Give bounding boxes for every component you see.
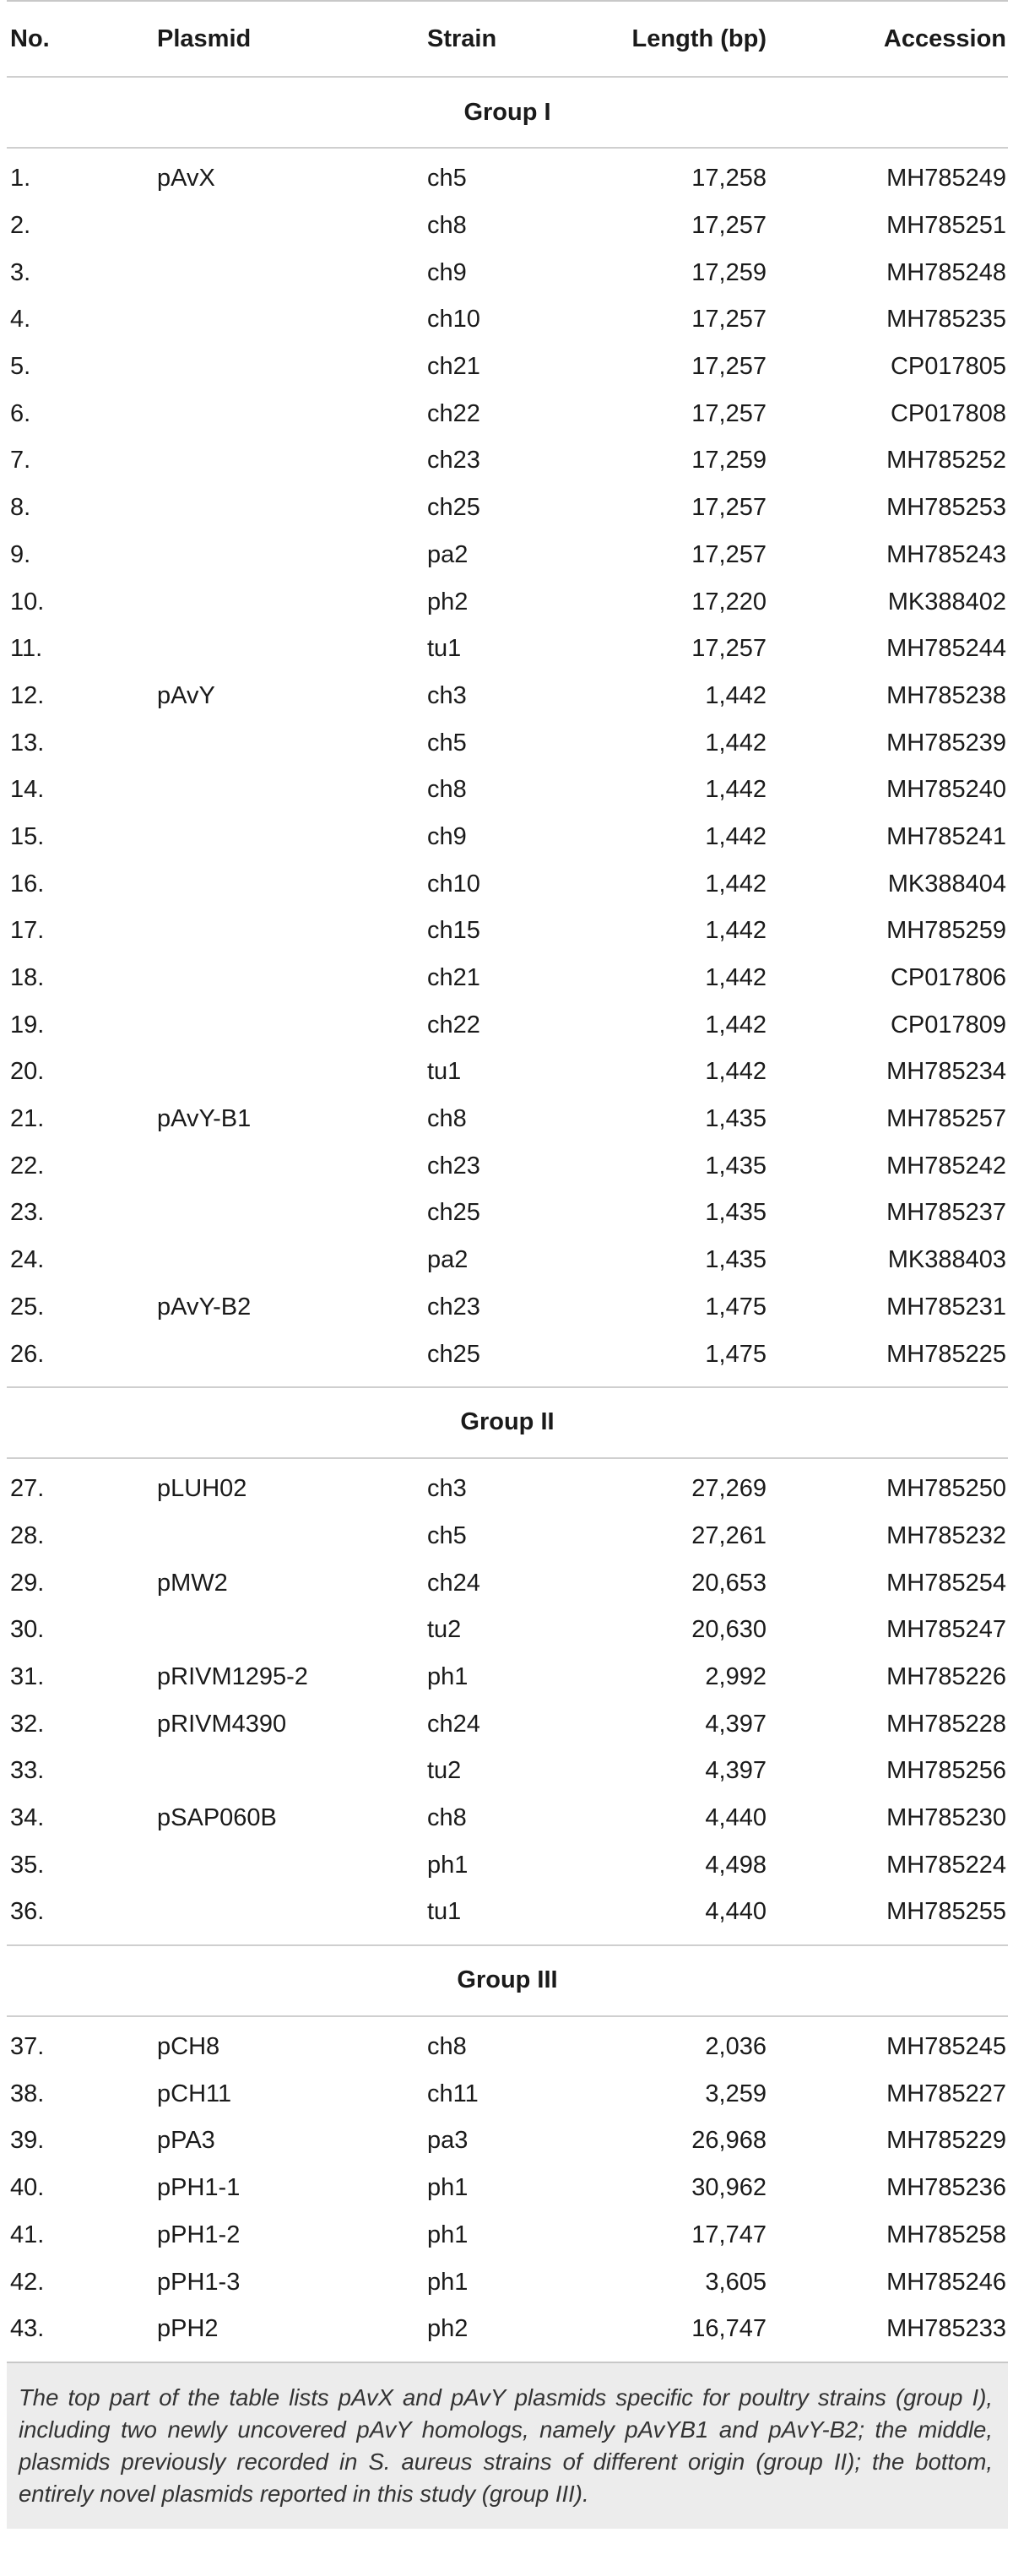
cell-no: 26. [10, 1340, 45, 1368]
cell-accession: MK388402 [887, 588, 1006, 616]
table-row [7, 767, 1008, 814]
cell-accession: MH785248 [886, 258, 1006, 286]
table-row [7, 437, 1008, 485]
cell-accession: MH785249 [886, 165, 1006, 193]
cell-no: 29. [10, 1569, 45, 1597]
cell-length: 1,435 [705, 1152, 767, 1180]
cell-length: 17,257 [691, 399, 767, 427]
table-row [7, 1237, 1008, 1284]
cell-no: 7. [10, 447, 31, 475]
cell-strain: tu1 [427, 1898, 462, 1926]
cell-no: 24. [10, 1246, 45, 1274]
cell-strain: ch5 [427, 1521, 467, 1549]
cell-accession: MH785243 [886, 540, 1006, 568]
table-row [7, 719, 1008, 767]
plasmid-table [7, 0, 1008, 2529]
cell-length: 17,257 [691, 494, 767, 522]
table-row [7, 1748, 1008, 1795]
cell-strain: ph1 [427, 1662, 469, 1690]
cell-length: 17,220 [691, 588, 767, 616]
cell-no: 19. [10, 1011, 45, 1039]
cell-strain: ch5 [427, 165, 467, 193]
cell-accession: MH785256 [886, 1757, 1006, 1785]
cell-accession: MH785234 [886, 1058, 1006, 1086]
table-row [7, 485, 1008, 532]
cell-length: 1,435 [705, 1105, 767, 1133]
cell-accession: MH785237 [886, 1199, 1006, 1227]
table-footnote: The top part of the table lists pAvX and pAvY plasmids specific for poultry strains (group I), including two newly uncovered pAvY homologs, namely pAvYB1 and pAvY-B2; the middle, plasmids previously recorded in S. aureus strains of different origin (group II); the bottom, entirely novel plasmids reported in this study (group III). [7, 2363, 1008, 2529]
cell-strain: ch5 [427, 729, 467, 757]
cell-accession: MH785228 [886, 1710, 1006, 1738]
cell-no: 34. [10, 1804, 45, 1832]
table-row [7, 532, 1008, 579]
cell-accession: MH785232 [886, 1521, 1006, 1549]
cell-accession: MH785233 [886, 2315, 1006, 2343]
cell-length: 27,261 [691, 1521, 767, 1549]
cell-accession: MH785229 [886, 2127, 1006, 2155]
table-row [7, 203, 1008, 250]
cell-strain: ch25 [427, 1199, 480, 1227]
cell-length: 1,442 [705, 1058, 767, 1086]
cell-no: 39. [10, 2127, 45, 2155]
table-header-row [7, 2, 1008, 76]
cell-plasmid: pCH11 [157, 2080, 232, 2107]
cell-accession: MH785255 [886, 1898, 1006, 1926]
cell-strain: ch3 [427, 681, 467, 709]
cell-no: 32. [10, 1710, 45, 1738]
cell-no: 4. [10, 306, 31, 334]
cell-accession: MK388403 [887, 1246, 1006, 1274]
table-row [7, 1559, 1008, 1607]
cell-strain: ch23 [427, 1152, 480, 1180]
cell-length: 20,653 [691, 1569, 767, 1597]
cell-length: 4,440 [705, 1898, 767, 1926]
table-row [7, 1841, 1008, 1889]
table-row [7, 155, 1008, 203]
cell-no: 6. [10, 399, 31, 427]
cell-no: 8. [10, 494, 31, 522]
cell-no: 28. [10, 1521, 45, 1549]
cell-strain: tu1 [427, 1058, 462, 1086]
cell-no: 1. [10, 165, 31, 193]
cell-no: 43. [10, 2315, 45, 2343]
cell-strain: ch25 [427, 1340, 480, 1368]
cell-no: 37. [10, 2033, 45, 2061]
cell-strain: pa2 [427, 1246, 469, 1274]
cell-strain: ch8 [427, 1105, 467, 1133]
table-row [7, 2165, 1008, 2212]
cell-no: 36. [10, 1898, 45, 1926]
cell-no: 18. [10, 964, 45, 992]
cell-accession: MH785235 [886, 306, 1006, 334]
cell-plasmid: pPH1-2 [157, 2221, 241, 2248]
table-row [7, 1513, 1008, 1560]
group-title: Group III [457, 1966, 558, 1994]
cell-accession: MH785251 [886, 212, 1006, 240]
cell-no: 38. [10, 2080, 45, 2107]
cell-plasmid: pRIVM4390 [157, 1710, 287, 1738]
group-rows [7, 2017, 1008, 2362]
cell-strain: ph1 [427, 2268, 469, 2296]
cell-length: 4,397 [705, 1710, 767, 1738]
cell-no: 25. [10, 1293, 45, 1321]
cell-accession: MH785252 [886, 447, 1006, 475]
cell-length: 4,440 [705, 1804, 767, 1832]
cell-no: 42. [10, 2268, 45, 2296]
cell-accession: MH785247 [886, 1616, 1006, 1644]
table-row [7, 1284, 1008, 1331]
cell-length: 1,442 [705, 681, 767, 709]
cell-accession: MH785254 [886, 1569, 1006, 1597]
cell-plasmid: pLUH02 [157, 1475, 247, 1503]
cell-no: 11. [10, 635, 43, 663]
cell-no: 21. [10, 1105, 45, 1133]
cell-accession: MH785225 [886, 1340, 1006, 1368]
group-title: Group II [460, 1408, 555, 1436]
cell-accession: MH785231 [886, 1293, 1006, 1321]
cell-length: 17,258 [691, 165, 767, 193]
cell-no: 16. [10, 870, 45, 898]
cell-length: 4,397 [705, 1757, 767, 1785]
cell-accession: CP017805 [890, 353, 1006, 381]
cell-accession: CP017806 [890, 964, 1006, 992]
cell-plasmid: pAvY [157, 681, 215, 709]
cell-no: 41. [10, 2221, 45, 2248]
cell-length: 1,442 [705, 776, 767, 804]
cell-length: 17,259 [691, 447, 767, 475]
cell-accession: MH785253 [886, 494, 1006, 522]
header-accession: Accession [883, 24, 1006, 52]
cell-accession: CP017809 [890, 1011, 1006, 1039]
cell-strain: ph1 [427, 2221, 469, 2248]
header-no: No. [10, 24, 50, 52]
cell-no: 12. [10, 681, 45, 709]
cell-accession: MH785239 [886, 729, 1006, 757]
cell-length: 1,435 [705, 1246, 767, 1274]
table-row [7, 908, 1008, 955]
cell-accession: CP017808 [890, 399, 1006, 427]
cell-no: 23. [10, 1199, 45, 1227]
cell-length: 1,442 [705, 917, 767, 945]
cell-length: 20,630 [691, 1616, 767, 1644]
cell-strain: ch8 [427, 2033, 467, 2061]
cell-length: 1,442 [705, 964, 767, 992]
cell-accession: MH785236 [886, 2174, 1006, 2202]
table-body [7, 76, 1008, 2363]
cell-accession: MH785259 [886, 917, 1006, 945]
cell-strain: ch10 [427, 306, 480, 334]
table-row [7, 814, 1008, 861]
cell-strain: pa3 [427, 2127, 469, 2155]
cell-length: 16,747 [691, 2315, 767, 2343]
cell-strain: ch25 [427, 494, 480, 522]
table-row [7, 1142, 1008, 1190]
cell-strain: ph1 [427, 2174, 469, 2202]
table-row [7, 673, 1008, 720]
cell-strain: tu1 [427, 635, 462, 663]
cell-accession: MH785240 [886, 776, 1006, 804]
cell-strain: ch24 [427, 1569, 480, 1597]
cell-plasmid: pPH2 [157, 2315, 219, 2343]
cell-strain: ch22 [427, 1011, 480, 1039]
table-row [7, 1049, 1008, 1096]
cell-accession: MH785227 [886, 2080, 1006, 2107]
table-row [7, 1700, 1008, 1748]
table-row [7, 1795, 1008, 1842]
cell-plasmid: pPH1-1 [157, 2174, 241, 2202]
cell-length: 27,269 [691, 1475, 767, 1503]
cell-length: 17,257 [691, 540, 767, 568]
table-row [7, 390, 1008, 437]
cell-strain: ch8 [427, 1804, 467, 1832]
cell-plasmid: pAvY-B2 [157, 1293, 252, 1321]
cell-no: 17. [10, 917, 45, 945]
table-row [7, 1466, 1008, 1513]
cell-accession: MH785241 [886, 822, 1006, 850]
table-row [7, 1096, 1008, 1143]
cell-length: 3,605 [705, 2268, 767, 2296]
cell-no: 3. [10, 258, 31, 286]
cell-strain: ch8 [427, 776, 467, 804]
cell-length: 1,442 [705, 729, 767, 757]
cell-strain: ch22 [427, 399, 480, 427]
cell-accession: MH785258 [886, 2221, 1006, 2248]
cell-strain: ph2 [427, 588, 469, 616]
cell-strain: ch10 [427, 870, 480, 898]
cell-no: 20. [10, 1058, 45, 1086]
cell-strain: ch11 [427, 2080, 479, 2107]
cell-length: 1,442 [705, 822, 767, 850]
cell-no: 10. [10, 588, 45, 616]
table-row [7, 1654, 1008, 1701]
cell-plasmid: pPH1-3 [157, 2268, 241, 2296]
table-row [7, 1001, 1008, 1049]
cell-strain: tu2 [427, 1757, 462, 1785]
cell-strain: ph2 [427, 2315, 469, 2343]
cell-length: 2,036 [705, 2033, 767, 2061]
cell-length: 1,442 [705, 1011, 767, 1039]
cell-no: 14. [10, 776, 45, 804]
table-row [7, 344, 1008, 391]
cell-strain: ch24 [427, 1710, 480, 1738]
table-row [7, 2306, 1008, 2353]
cell-plasmid: pSAP060B [157, 1804, 277, 1832]
cell-length: 1,435 [705, 1199, 767, 1227]
cell-plasmid: pAvY-B1 [157, 1105, 252, 1133]
cell-no: 33. [10, 1757, 45, 1785]
table-row [7, 2259, 1008, 2306]
table-row [7, 955, 1008, 1002]
cell-plasmid: pPA3 [157, 2127, 215, 2155]
table-row [7, 2212, 1008, 2259]
cell-strain: ch8 [427, 212, 467, 240]
cell-strain: ch23 [427, 447, 480, 475]
cell-length: 17,259 [691, 258, 767, 286]
cell-accession: MH785230 [886, 1804, 1006, 1832]
table-row [7, 1190, 1008, 1237]
cell-length: 17,257 [691, 635, 767, 663]
cell-accession: MH785257 [886, 1105, 1006, 1133]
cell-strain: ch9 [427, 822, 467, 850]
cell-accession: MH785244 [886, 635, 1006, 663]
cell-accession: MH785226 [886, 1662, 1006, 1690]
cell-no: 15. [10, 822, 45, 850]
cell-strain: ch21 [427, 353, 480, 381]
cell-length: 26,968 [691, 2127, 767, 2155]
cell-no: 5. [10, 353, 31, 381]
table-row [7, 1331, 1008, 1378]
cell-strain: ph1 [427, 1851, 469, 1879]
table-row [7, 860, 1008, 908]
table-row [7, 578, 1008, 626]
cell-plasmid: pAvX [157, 165, 215, 193]
header-strain: Strain [427, 24, 497, 52]
cell-strain: ch9 [427, 258, 467, 286]
cell-strain: ch21 [427, 964, 480, 992]
cell-length: 17,257 [691, 306, 767, 334]
group-title: Group I [463, 98, 551, 126]
cell-no: 31. [10, 1662, 45, 1690]
cell-strain: tu2 [427, 1616, 462, 1644]
group-rows [7, 149, 1008, 1386]
cell-strain: ch23 [427, 1293, 480, 1321]
cell-accession: MH785238 [886, 681, 1006, 709]
table-row [7, 2118, 1008, 2165]
table-row [7, 2024, 1008, 2071]
cell-length: 4,498 [705, 1851, 767, 1879]
cell-strain: pa2 [427, 540, 469, 568]
cell-length: 30,962 [691, 2174, 767, 2202]
cell-no: 30. [10, 1616, 45, 1644]
table-row [7, 1889, 1008, 1936]
cell-no: 35. [10, 1851, 45, 1879]
cell-no: 9. [10, 540, 31, 568]
cell-length: 17,257 [691, 212, 767, 240]
cell-plasmid: pCH8 [157, 2033, 220, 2061]
table-row [7, 1607, 1008, 1654]
cell-accession: MH785242 [886, 1152, 1006, 1180]
cell-no: 27. [10, 1475, 45, 1503]
cell-accession: MH785250 [886, 1475, 1006, 1503]
cell-accession: MH785224 [886, 1851, 1006, 1879]
cell-length: 3,259 [705, 2080, 767, 2107]
group-rows [7, 1459, 1008, 1944]
cell-length: 2,992 [705, 1662, 767, 1690]
cell-no: 22. [10, 1152, 45, 1180]
cell-no: 13. [10, 729, 45, 757]
cell-accession: MH785246 [886, 2268, 1006, 2296]
table-row [7, 2070, 1008, 2118]
cell-plasmid: pMW2 [157, 1569, 228, 1597]
cell-no: 40. [10, 2174, 45, 2202]
table-row [7, 296, 1008, 344]
header-length: Length (bp) [631, 24, 767, 52]
table-row [7, 626, 1008, 673]
cell-strain: ch3 [427, 1475, 467, 1503]
cell-strain: ch15 [427, 917, 480, 945]
table-row [7, 249, 1008, 296]
cell-plasmid: pRIVM1295-2 [157, 1662, 308, 1690]
cell-length: 1,442 [705, 870, 767, 898]
cell-length: 1,475 [705, 1293, 767, 1321]
cell-length: 17,747 [691, 2221, 767, 2248]
cell-no: 2. [10, 212, 31, 240]
cell-length: 1,475 [705, 1340, 767, 1368]
cell-accession: MH785245 [886, 2033, 1006, 2061]
cell-length: 17,257 [691, 353, 767, 381]
cell-accession: MK388404 [887, 870, 1006, 898]
header-plasmid: Plasmid [157, 24, 252, 52]
